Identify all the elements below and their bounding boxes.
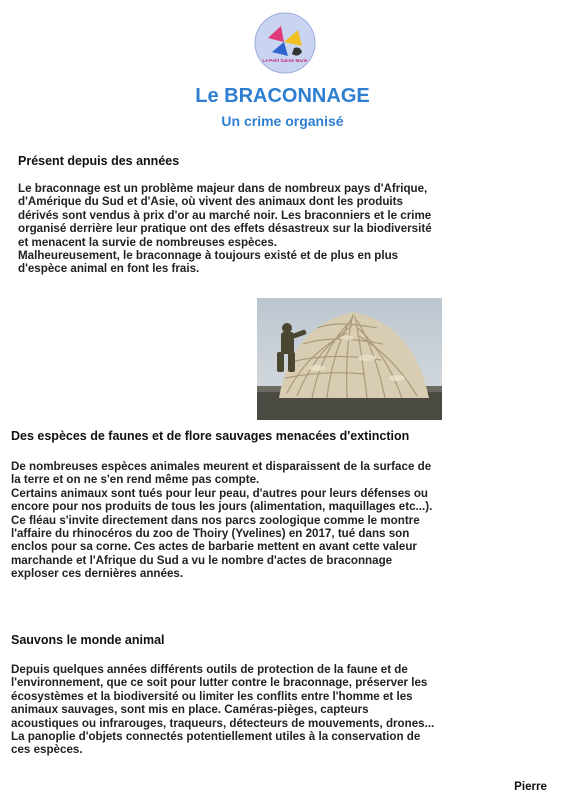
paragraph-line: Depuis quelques années différents outils de protection de la faune et de [11,663,408,676]
logo-text: Le Petit Sainte Marie [262,58,308,63]
paragraph-line: Le braconnage est un problème majeur dans de nombreux pays d'Afrique, [18,182,428,195]
paragraph-line: De nombreuses espèces animales meurent et disparaissent de la surface de [11,460,432,473]
paragraph-line: organisé derrière leur pratique ont des effets désastreux sur la biodiversité [18,222,432,236]
paragraph-line: acoustiques ou infrarouges, traqueurs, détecteurs de mouvements, drones... [11,716,435,730]
ivory-pile-photo [257,298,442,420]
paragraph-line: animaux sauvages, sont mis en place. Caméras-pièges, capteurs [11,703,369,717]
author-signature: Pierre [514,780,547,793]
paragraph-line: l'environnement, que ce soit pour lutter contre le braconnage, préserver les [11,676,428,690]
paragraph-line: La panoplie d'objets connectés potentiellement utiles à la conservation de [11,730,421,744]
paragraph-line: Ce fléau s'invite directement dans nos parcs zoologique comme le montre [11,513,420,527]
paragraph-line: l'affaire du rhinocéros du zoo de Thoiry (Yvelines) en 2017, tué dans son [11,527,410,541]
paragraph-line: d'espèce animal en font les frais. [18,262,200,276]
paragraph-line: marchande et l'Afrique du Sud a vu le nombre d'actes de braconnage [11,553,393,567]
section-paragraph-present [18,182,432,276]
section-paragraph-sauvons [11,663,434,757]
paragraph-line: encore pour nos produits de tous les jours (alimentation, maquillages etc...). [11,500,433,514]
page-subtitle: Un crime organisé [221,113,344,129]
section-paragraph-extinction [11,460,432,581]
section-heading-present: Présent depuis des années [18,154,180,168]
paragraph-line: dérivés sont vendus à prix d'or au marché noir. Les braconniers et le crime [18,208,432,222]
paragraph-line: ces espèces. [11,743,83,757]
section-heading-extinction: Des espèces de faunes et de flore sauvages menacées d'extinction [11,429,410,443]
paragraph-line: la terre et on ne s'en rend même pas compte. [11,473,260,487]
paragraph-line: exploser ces dernières années. [11,567,184,581]
school-logo [254,12,316,74]
section-heading-sauvons: Sauvons le monde animal [11,633,165,647]
paragraph-line: Certains animaux sont tués pour leur peau, d'autres pour leurs défenses ou [11,486,429,500]
paragraph-line: écosystèmes et la biodiversité ou limiter les conflits entre l'homme et les [11,689,413,703]
paragraph-line: d'Amérique du Sud et d'Asie, où vivent des animaux dont les produits [18,195,403,209]
page-title: Le BRACONNAGE [195,85,370,107]
paragraph-line: et menacent la survie de nombreuses espèces. [18,235,278,249]
paragraph-line: Malheureusement, le braconnage à toujours existé et de plus en plus [18,249,399,263]
paragraph-line: enclos pour sa corne. Ces actes de barbarie mettent en avant cette valeur [11,540,417,554]
